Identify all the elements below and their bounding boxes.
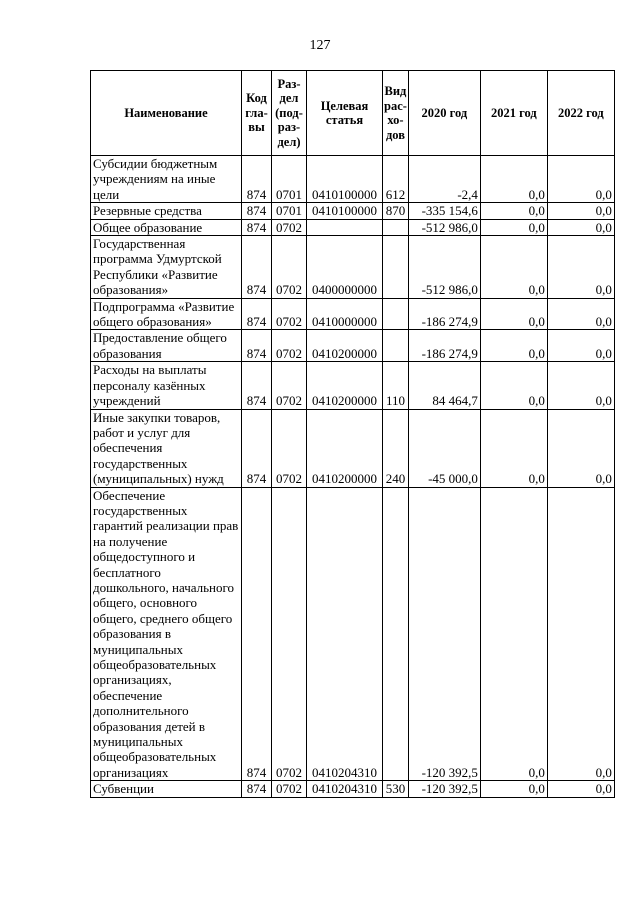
cell-kind [383,487,409,781]
cell-chapter: 874 [242,219,272,235]
table-row [91,362,615,409]
cell-chapter: 874 [242,156,272,203]
cell-section: 0701 [272,203,307,219]
cell-name: Общее образование [91,219,242,235]
cell-target: 0410200000 [307,409,383,487]
cell-name: Резервные средства [91,203,242,219]
cell-y2020: -120 392,5 [408,781,480,797]
header-2020: 2020 год [408,71,480,156]
table-row [91,298,615,330]
cell-target: 0410200000 [307,362,383,409]
table-row [91,487,615,781]
cell-y2020: -45 000,0 [408,409,480,487]
cell-y2022: 0,0 [547,156,614,203]
table-row [91,219,615,235]
cell-section: 0702 [272,362,307,409]
header-name: Наименование [91,71,242,156]
table-header-row [91,71,615,156]
cell-section: 0702 [272,330,307,362]
cell-kind [383,219,409,235]
cell-name: Расходы на выплаты персоналу казённых учреждений [91,362,242,409]
table-row [91,156,615,203]
cell-section: 0702 [272,409,307,487]
cell-y2021: 0,0 [480,156,547,203]
cell-y2021: 0,0 [480,330,547,362]
cell-name: Субсидии бюджетным учреждениям на иные цели [91,156,242,203]
cell-target: 0410200000 [307,330,383,362]
cell-kind [383,236,409,299]
cell-name: Государственная программа Удмуртской Республики «Развитие образования» [91,236,242,299]
cell-target: 0410204310 [307,487,383,781]
cell-chapter: 874 [242,362,272,409]
cell-y2020: -186 274,9 [408,298,480,330]
cell-chapter: 874 [242,236,272,299]
cell-chapter: 874 [242,487,272,781]
cell-y2020: -186 274,9 [408,330,480,362]
cell-y2021: 0,0 [480,298,547,330]
cell-chapter: 874 [242,409,272,487]
cell-y2021: 0,0 [480,487,547,781]
cell-target: 0410204310 [307,781,383,797]
cell-y2022: 0,0 [547,298,614,330]
cell-y2021: 0,0 [480,203,547,219]
cell-chapter: 874 [242,203,272,219]
cell-name: Субвенции [91,781,242,797]
table-row [91,409,615,487]
cell-section: 0702 [272,781,307,797]
header-chapter: Код гла-вы [242,71,272,156]
cell-kind: 612 [383,156,409,203]
header-target: Целевая статья [307,71,383,156]
cell-y2021: 0,0 [480,219,547,235]
cell-kind [383,330,409,362]
cell-y2020: -512 986,0 [408,219,480,235]
cell-y2020: -2,4 [408,156,480,203]
cell-kind: 240 [383,409,409,487]
cell-name: Обеспечение государственных гарантий реализации прав на получение общедоступного и бесплатного дошкольного, начального общего, основного общего, среднего общего образования в муниципальных общеобразовательных организациях, обеспечение дополнительного образования детей в муниципальных общеобразовательных организациях [91,487,242,781]
cell-y2020: -512 986,0 [408,236,480,299]
table-row [91,203,615,219]
cell-y2022: 0,0 [547,236,614,299]
cell-section: 0702 [272,487,307,781]
table-row [91,781,615,797]
cell-name: Иные закупки товаров, работ и услуг для обеспечения государственных (муниципальных) нужд [91,409,242,487]
cell-target: 0410100000 [307,203,383,219]
cell-section: 0702 [272,298,307,330]
cell-name: Подпрограмма «Развитие общего образования» [91,298,242,330]
cell-chapter: 874 [242,781,272,797]
table-row [91,236,615,299]
cell-name: Предоставление общего образования [91,330,242,362]
cell-section: 0701 [272,156,307,203]
cell-y2021: 0,0 [480,409,547,487]
cell-chapter: 874 [242,298,272,330]
cell-target: 0400000000 [307,236,383,299]
cell-kind: 110 [383,362,409,409]
cell-y2022: 0,0 [547,362,614,409]
cell-section: 0702 [272,219,307,235]
cell-kind: 870 [383,203,409,219]
cell-section: 0702 [272,236,307,299]
cell-target: 0410000000 [307,298,383,330]
cell-y2022: 0,0 [547,219,614,235]
header-section: Раз-дел (под-раз-дел) [272,71,307,156]
cell-y2021: 0,0 [480,781,547,797]
cell-y2021: 0,0 [480,236,547,299]
header-2021: 2021 год [480,71,547,156]
cell-y2020: 84 464,7 [408,362,480,409]
cell-y2020: -120 392,5 [408,487,480,781]
cell-y2020: -335 154,6 [408,203,480,219]
cell-target: 0410100000 [307,156,383,203]
header-2022: 2022 год [547,71,614,156]
cell-y2022: 0,0 [547,781,614,797]
cell-y2021: 0,0 [480,362,547,409]
cell-y2022: 0,0 [547,487,614,781]
cell-target [307,219,383,235]
cell-kind [383,298,409,330]
cell-y2022: 0,0 [547,330,614,362]
cell-y2022: 0,0 [547,409,614,487]
table-row [91,330,615,362]
cell-chapter: 874 [242,330,272,362]
cell-kind: 530 [383,781,409,797]
page-number: 127 [309,38,331,53]
header-kind: Вид рас-хо-дов [383,71,409,156]
budget-table [90,70,615,798]
cell-y2022: 0,0 [547,203,614,219]
